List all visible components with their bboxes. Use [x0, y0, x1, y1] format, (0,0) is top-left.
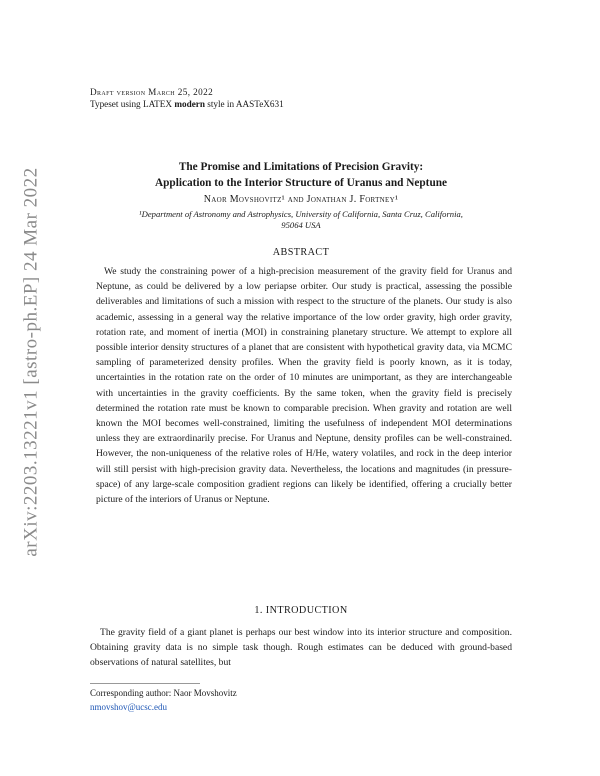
- abstract-body: We study the constraining power of a high-precision measurement of the gravity field for Uranus and Neptune, as could be delivered by a low periapse orbiter. Our study is practical, assessing the possible deliverables and limitations of such a mission with respect to the structure of the planets. Our study is also academic, assessing in a general way the relative importance of the low order gravity, high order gravity, rotation rate, and moment of inertia (MOI) in constraining planetary structure. We attempt to explore all possible interior density structures of a planet that are consistent with hypothetical gravity data, via MCMC sampling of parameterized density profiles. When the gravity field is poorly known, as it is today, uncertainties in the rotation rate on the order of 10 minutes are unimportant, as they are interchangeable with uncertainties in the gravity coefficients. By the same token, when the gravity field is precisely determined the rotation rate must be known to comparable precision. When gravity and rotation are well known the MOI becomes well-constrained, limiting the usefulness of independent MOI determinations unless they are extraordinarily precise. For Uranus and Neptune, density profiles can be well-constrained. However, the non-uniqueness of the relative roles of H/He, watery volatiles, and rock in the deep interior will still persist with high-precision gravity data. Nevertheless, the locations and magnitudes (in pressure-space) of any large-scale composition gradient regions can likely be identified, offering a crucially better picture of the interiors of Uranus or Neptune.: [96, 266, 512, 506]
- arxiv-side-stamp: [8, 144, 56, 580]
- abstract-heading: ABSTRACT: [272, 247, 330, 258]
- arxiv-identifier: arXiv:2203.13221v1 [astro-ph.EP] 24 Mar 2022: [21, 167, 42, 557]
- paper-title: The Promise and Limitations of Precision Gravity: Application to the Interior Structure of Uranus and Neptune: [154, 161, 448, 189]
- author-email-link[interactable]: nmovshov@ucsc.edu: [90, 702, 168, 712]
- footnote-divider: [90, 683, 200, 684]
- affiliation: ¹Department of Astronomy and Astrophysics, University of California, Santa Cruz, California, 95064 USA: [139, 209, 463, 230]
- latex-logo: LATEX: [142, 99, 173, 109]
- corresponding-author: Corresponding author: Naor Movshovitz: [90, 688, 237, 698]
- author-list: Naor Movshovitz¹ and Jonathan J. Fortney¹: [203, 194, 399, 205]
- typeset-note: Typeset using LATEX modern style in AASTeX631: [90, 99, 284, 109]
- introduction-body: The gravity field of a giant planet is perhaps our best window into its interior structure and composition. Obtaining gravity data is no simple task though. Rough estimates can be deduced with ground-based observations of natural satellites, but: [90, 627, 512, 669]
- draft-version: Draft version March 25, 2022: [90, 87, 214, 97]
- section-heading-introduction: 1. INTRODUCTION: [254, 605, 348, 616]
